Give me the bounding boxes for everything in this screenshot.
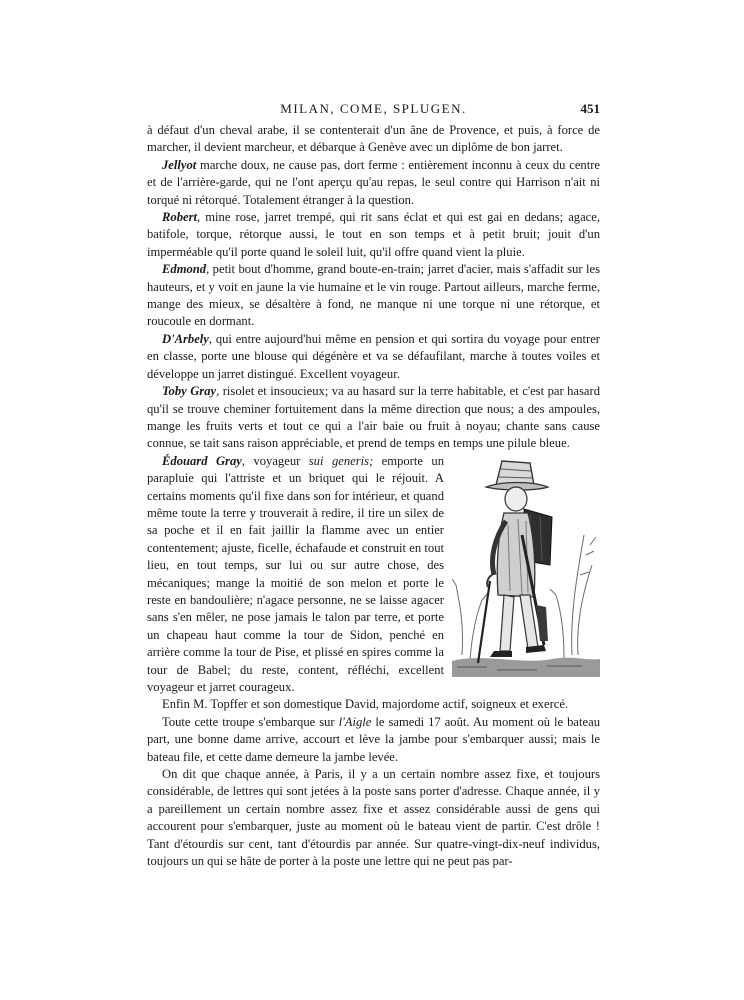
paragraph-toby-gray <box>147 383 600 453</box>
paragraph-text: , voyageur <box>241 453 309 468</box>
paragraph-text: emporte un parapluie qui l'attriste et un briquet qui le réjouit. A certains moments qu'il fixe dans son for intérieur, et quand même toute la terre y trouverait à redire, il tire un silex de sa poche et il en fait jaillir la flamme avec un entier contentement; ajuste, ficelle, échafaude et construit en tout lieu, en tout temps, sur lui ou sur autre chose, des mécaniques; mange la moitié de son melon et porte le reste en bandoulière; n'agace personne, ne se laisse agacer sans s'en mêler, ne pose jamais le talon par terre, et porte un chapeau haut comme la tour de Sidon, penché en arrière comme la tour de Pise, et plissé en spires comme la tour de Babel; du reste, content, réfléchi, excellent voyageur et jarret courageux. <box>147 453 444 694</box>
boat-name: l'Aigle <box>338 714 372 729</box>
paragraph-text: , mine rose, jarret trempé, qui rit sans éclat et qui est gai en dedans; agace, batifole, torque, rétorque aussi, le tout en son temps et à petit bruit; jouit d'un imperméable qu'il porte quand le soleil luit, qu'il offre quand vient la pluie. <box>147 210 600 259</box>
paragraph-topffer: Enfin M. Topffer et son domestique David, majordome actif, soigneux et exercé. <box>162 697 569 712</box>
page-number: 451 <box>580 101 600 116</box>
paragraph-text: , risolet et insoucieux; va au hasard sur la terre habitable, et c'est par hasard qu'il se trouve cheminer fortuitement dans la même direction que nous; a des ampoules, mange les fruits verts et tout ce qui a l'air baie ou fruit à noyau; chante sans cause connue, se tait sans raison appréciable, et prend de temps en temps une pilule bleue. <box>147 384 600 451</box>
paragraph-text: , qui entre aujourd'hui même en pension et qui sortira du voyage pour entrer en classe, porte une blouse qui dégénère et va se défaufilant, marche à toutes voiles et développe un jarret distingué. Excellent voyageur. <box>147 331 600 381</box>
paragraph-darbely <box>147 331 600 383</box>
character-name: Toby Gray <box>162 384 217 399</box>
paragraph-letters: On dit que chaque année, à Paris, il y a un certain nombre assez fixe, et toujours considérable, de lettres qui sont jetées à la poste sans porter d'adresse. Chaque année, il y a pareillement un certain nombre assez fixe et assez considérable aussi de gens qui accourent pour s'embarquer, juste au moment où le bateau vient de partir. C'est drôle ! Tant d'étourdis sur cent, tant d'étourdis par année. Sur quatre-vingt-dix-neuf individus, toujours un qui se hâte de porter à la poste une lettre qui ne peut pas par- <box>147 767 600 869</box>
character-name: Edmond <box>162 262 207 277</box>
body-text <box>147 122 600 870</box>
paragraph-edouard-gray <box>147 453 600 697</box>
character-name: D'Arbely <box>162 331 209 346</box>
paragraph-jellyot <box>147 157 600 209</box>
paragraph-text: , petit bout d'homme, grand boute-en-train; jarret d'acier, mais s'affadit sur les hauteurs, et y voit en jaune la vie humaine et le vin rouge. Partout ailleurs, marche ferme, mange des mieux, se désaltère à fond, ne manque ni une torque ni une rétorque, et roucoule en dormant. <box>147 262 600 329</box>
latin-phrase: sui generis; <box>308 453 374 468</box>
paragraph-embark <box>147 714 600 766</box>
paragraph-edmond <box>147 261 600 331</box>
character-name: Édouard Gray <box>162 453 242 468</box>
paragraph-text: le samedi 17 août. Au moment où le bateau part, une bonne dame arrive, accourt et lève la jambe pour s'embarquer aussi; mais le bateau file, et cette dame demeure la jambe levée. <box>147 714 601 764</box>
character-name: Robert <box>162 210 197 225</box>
running-head: MILAN, COME, SPLUGEN. <box>280 101 467 116</box>
page-header <box>147 101 600 121</box>
paragraph-continuation: à défaut d'un cheval arabe, il se contenterait d'un âne de Provence, et puis, à force de marcher, il devient marcheur, et débarque à Genève avec un diplôme de bon jarret. <box>147 123 600 155</box>
paragraph-text: marche doux, ne cause pas, dort ferme : entièrement inconnu à ceux du centre et de l'arrière-garde, qui ne l'ont aperçu qu'au repas, le seul contre qui Harrison n'ait ni torqué ni rétorqué. Totalement étranger à la question. <box>147 157 600 207</box>
paragraph-robert <box>147 209 600 261</box>
character-name: Jellyot <box>162 157 197 172</box>
traveler-illustration <box>452 455 600 677</box>
paragraph-text: Toute cette troupe s'embarque sur <box>162 714 339 729</box>
